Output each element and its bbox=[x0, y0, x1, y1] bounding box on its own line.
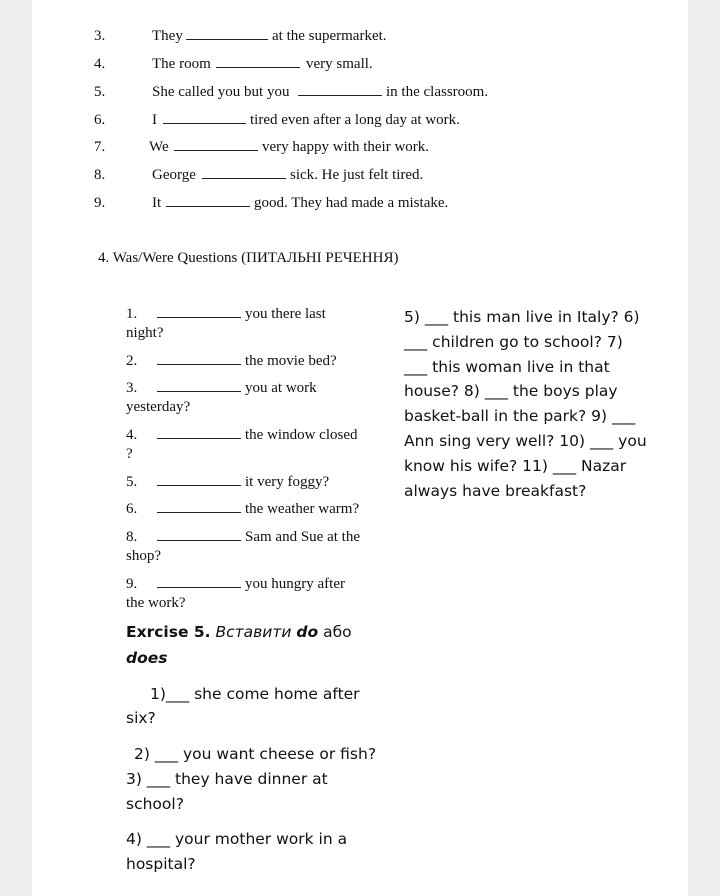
question-number: 9. bbox=[126, 576, 138, 592]
item-text-before: We bbox=[149, 139, 169, 155]
question-text: you hungry after bbox=[245, 576, 345, 592]
item-text-after: tired even after a long day at work. bbox=[250, 112, 460, 128]
right-line: 5) ___ this man live in Italy? 6) bbox=[404, 308, 640, 326]
exercise-5-q3-line2: school? bbox=[126, 795, 184, 813]
answer-blank bbox=[163, 112, 246, 129]
item-text-after: sick. He just felt tired. bbox=[290, 167, 424, 183]
item-number: 5. bbox=[94, 84, 106, 100]
exercise-5-or: або bbox=[323, 623, 352, 641]
exercise-4-title: 4. Was/Were Questions (ПИТАЛЬНІ РЕЧЕННЯ) bbox=[98, 250, 399, 266]
worksheet-page bbox=[32, 0, 688, 896]
answer-blank bbox=[157, 353, 241, 370]
answer-blank bbox=[157, 474, 241, 491]
exercise-5-label: Exrcise 5. bbox=[126, 623, 211, 641]
answer-blank bbox=[157, 576, 241, 593]
question-text: you there last bbox=[245, 306, 326, 322]
question-number: 8. bbox=[126, 529, 138, 545]
question-text-wrap: shop? bbox=[126, 548, 161, 564]
item-text-before: They bbox=[152, 28, 183, 44]
exercise-5-q2: 2) ___ you want cheese or fish? bbox=[134, 745, 377, 763]
item-text-before: George bbox=[152, 167, 196, 183]
answer-blank bbox=[157, 501, 241, 518]
question-number: 4. bbox=[126, 427, 138, 443]
question-text: the weather warm? bbox=[245, 501, 360, 517]
question-number: 5. bbox=[126, 474, 138, 490]
question-text: you at work bbox=[245, 380, 317, 396]
answer-blank bbox=[157, 380, 241, 397]
answer-blank bbox=[157, 306, 241, 323]
exercise-5-q3-line1: 3) ___ they have dinner at bbox=[126, 770, 328, 788]
question-text-wrap: the work? bbox=[126, 595, 186, 611]
exercise-5-q4-line2: hospital? bbox=[126, 855, 196, 873]
right-line: Ann sing very well? 10) ___ you bbox=[404, 431, 647, 450]
question-text: the movie bed? bbox=[245, 353, 337, 369]
answer-blank bbox=[166, 195, 250, 212]
answer-blank bbox=[298, 84, 382, 101]
right-line: house? 8) ___ the boys play bbox=[404, 382, 618, 401]
right-line: ___ children go to school? 7) bbox=[404, 332, 623, 351]
item-number: 6. bbox=[94, 112, 106, 128]
item-number: 7. bbox=[94, 139, 106, 155]
item-text-after: in the classroom. bbox=[386, 84, 489, 100]
item-text-after: good. They had made a mistake. bbox=[254, 195, 449, 211]
question-number: 1. bbox=[126, 306, 138, 322]
item-number: 9. bbox=[94, 195, 106, 211]
question-text-wrap: night? bbox=[126, 325, 164, 341]
exercise-5-q1-line2: six? bbox=[126, 709, 156, 727]
answer-blank bbox=[157, 529, 241, 546]
exercise-5-title bbox=[126, 623, 352, 641]
exercise-4-right-column bbox=[404, 305, 647, 503]
question-number: 3. bbox=[126, 380, 138, 396]
right-line: know his wife? 11) ___ Nazar bbox=[404, 456, 627, 475]
item-text-before: I bbox=[152, 112, 157, 128]
item-text-before: It bbox=[152, 195, 162, 211]
exercise-5-q4-line1: 4) ___ your mother work in a bbox=[126, 830, 348, 848]
answer-blank bbox=[202, 167, 286, 184]
item-number: 4. bbox=[94, 56, 106, 72]
answer-blank bbox=[186, 28, 268, 45]
exercise-5-do: do bbox=[296, 623, 319, 641]
item-text-after: very happy with their work. bbox=[262, 139, 430, 155]
right-line: ___ this woman live in that bbox=[404, 357, 610, 376]
question-text-wrap: ? bbox=[126, 446, 133, 462]
question-number: 6. bbox=[126, 501, 138, 517]
question-number: 2. bbox=[126, 353, 138, 369]
exercise-5-instruction: Вставити bbox=[215, 623, 292, 641]
question-text: the window closed bbox=[245, 427, 358, 443]
item-text-after: very small. bbox=[306, 56, 373, 72]
answer-blank bbox=[174, 139, 258, 156]
item-text-after: at the supermarket. bbox=[272, 28, 387, 44]
item-text-before: She called you but you bbox=[152, 84, 290, 100]
exercise-5-does: does bbox=[126, 649, 168, 667]
right-line: basket-ball in the park? 9) ___ bbox=[404, 407, 636, 426]
answer-blank bbox=[216, 56, 300, 73]
answer-blank bbox=[157, 427, 241, 444]
item-number: 8. bbox=[94, 167, 106, 183]
question-text: Sam and Sue at the bbox=[245, 529, 360, 545]
item-number: 3. bbox=[94, 28, 106, 44]
right-line: always have breakfast? bbox=[404, 481, 587, 500]
item-text-before: The room bbox=[152, 56, 211, 72]
question-text: it very foggy? bbox=[245, 474, 330, 490]
question-text-wrap: yesterday? bbox=[126, 399, 191, 415]
exercise-5-q1-line1: 1)___ she come home after bbox=[150, 685, 360, 703]
